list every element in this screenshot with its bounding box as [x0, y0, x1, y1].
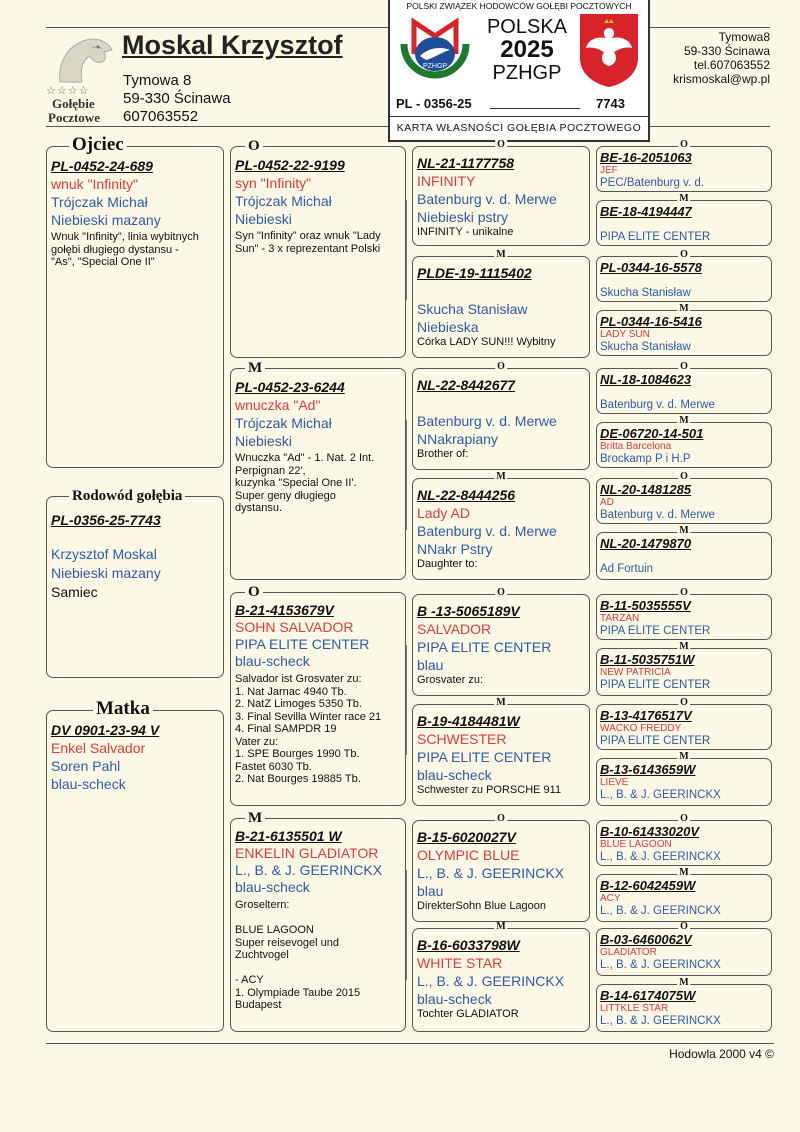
gen3-8-ring: B-16-6033798W [417, 937, 520, 953]
gen4-box-11 [596, 697, 772, 750]
gen3-7-tag: O [497, 813, 505, 824]
gen4-12-breeder: L., B. & J. GEERINCKX [600, 789, 721, 801]
gen4-10-name: NEW PATRICIA [600, 667, 671, 678]
gen4-5-name [600, 387, 769, 398]
gen4-9-tag: O [680, 587, 688, 598]
footer-text: Hodowla 2000 v4 © [669, 1047, 774, 1061]
connector-2 [406, 420, 407, 530]
gen2-3-breeder: PIPA ELITE CENTER [235, 636, 370, 652]
gen3-2-color: Niebieska [417, 319, 479, 335]
gen4-box-9 [596, 587, 772, 640]
gen4-16-name: LITTKLE STAR [600, 1003, 669, 1014]
gen2-4-tag: M [245, 810, 265, 826]
gen4-11-name: WACKO FREDDY [600, 723, 682, 734]
subject-ring: PL-0356-25-7743 [51, 512, 161, 528]
gen2-4-breeder: L., B. & J. GEERINCKX [235, 862, 383, 878]
gen4-11-tag: O [680, 697, 688, 708]
gen4-7-tag: O [680, 471, 688, 482]
gen3-3-breeder: Batenburg v. d. Merwe [417, 413, 557, 429]
logo [46, 34, 116, 124]
gen2-3-ring: B-21-4153679V [235, 602, 334, 618]
gen4-14-ring: B-12-6042459W [600, 878, 696, 893]
gen3-1-color: Niebieski pstry [417, 209, 509, 225]
gen4-box-12 [596, 751, 772, 806]
gen4-3-tag: O [680, 249, 688, 260]
mother-ring: DV 0901-23-94 V [51, 722, 160, 738]
gen4-5-tag: O [680, 361, 688, 372]
mother-name: Enkel Salvador [51, 740, 146, 756]
gen4-7-breeder: Batenburg v. d. Merwe [600, 509, 715, 521]
father-breeder: Trójczak Michał [51, 194, 148, 210]
gen4-8-ring: NL-20-1479870 [600, 536, 692, 551]
gen2-2-breeder: Trójczak Michał [235, 415, 332, 431]
logo-text-1: Gołębie [52, 96, 95, 111]
gen3-3-tag: O [497, 361, 505, 372]
gen4-14-name: ACY [600, 893, 621, 904]
gen3-3-note: Brother of: [417, 448, 469, 460]
gen3-4-name: Lady AD [417, 505, 470, 521]
owner-address-1: Tymowa 8 [123, 72, 192, 89]
gen3-5-ring: B -13-5065189V [417, 603, 520, 619]
gen4-box-14 [596, 867, 772, 922]
logo-stars: ☆☆☆☆ [46, 85, 90, 97]
card-country: POLSKA [486, 16, 568, 38]
gen4-10-breeder: PIPA ELITE CENTER [600, 679, 711, 691]
card-ring-line [490, 108, 580, 109]
card-ring-number: 7743 [596, 96, 625, 111]
logo-text-2: Pocztowe [48, 110, 100, 125]
gen3-6-name: SCHWESTER [417, 731, 507, 747]
gen3-7-name: OLYMPIC BLUE [417, 847, 520, 863]
gen2-3-note: Salvador ist Grosvater zu: 1. Nat Jarnac 4940 Tb. 2. NatZ Limoges 5350 Tb. 3. Final Sevilla Winter race 21 4. Final SAMPDR 19 Vater zu: 1. SPE Bourges 1990 Tb. Fastet 6030 Tb. 2. Nat Bourges 19885 Tb. [235, 673, 382, 785]
gen4-2-breeder: PIPA ELITE CENTER [600, 231, 711, 243]
subject-sex: Samiec [51, 584, 98, 600]
gen4-15-name: GLADIATOR [600, 947, 657, 958]
gen4-3-name [600, 275, 769, 286]
gen2-3-color: blau-scheck [235, 653, 310, 669]
gen2-3-name: SOHN SALVADOR [235, 619, 354, 635]
father-note: Wnuk "Infinity", linia wybitnych gołębi długiego dystansu - "As", "Special One II" [51, 231, 199, 268]
gen4-5-ring: NL-18-1084623 [600, 372, 692, 387]
gen3-4-breeder: Batenburg v. d. Merwe [417, 523, 557, 539]
gen4-14-breeder: L., B. & J. GEERINCKX [600, 905, 721, 917]
gen2-2-note: Wnuczka "Ad" - 1. Nat. 2 Int. Perpignan 22', kuzynka "Special One II'. Super geny długiego dystansu. [235, 452, 375, 514]
mother-box [46, 698, 224, 1032]
gen3-2-note: Córka LADY SUN!!! Wybitny [417, 336, 556, 348]
gen3-7-color: blau [417, 883, 444, 899]
gen4-box-1 [596, 139, 772, 192]
gen3-4-tag: M [496, 471, 506, 482]
subject-color: Niebieski mazany [51, 565, 161, 581]
gen4-16-tag: M [679, 977, 689, 988]
gen3-8-breeder: L., B. & J. GEERINCKX [417, 973, 565, 989]
gen4-8-name [600, 551, 769, 562]
gen3-6-tag: M [496, 697, 506, 708]
gen2-1-ring: PL-0452-22-9199 [235, 157, 345, 173]
footer-rule [46, 1043, 774, 1044]
gen4-9-name: TARZAN [600, 613, 640, 624]
gen3-5-color: blau [417, 657, 444, 673]
gen4-4-ring: PL-0344-16-5416 [600, 314, 702, 329]
gen4-11-ring: B-13-4176517V [600, 708, 692, 723]
gen4-15-breeder: L., B. & J. GEERINCKX [600, 959, 721, 971]
gen4-14-tag: M [679, 867, 689, 878]
gen2-box-1 [230, 138, 406, 358]
father-name: wnuk "Infinity" [51, 176, 138, 192]
gen4-9-ring: B-11-5035555V [600, 598, 691, 613]
gen2-4-name: ENKELIN GLADIATOR [235, 845, 379, 861]
gen3-5-note: Grosvater zu: [417, 674, 484, 686]
gen3-4-note: Daughter to: [417, 558, 478, 570]
gen3-6-note: Schwester zu PORSCHE 911 [417, 784, 562, 796]
gen4-7-name: AD [600, 497, 614, 508]
card-separator [390, 116, 648, 117]
gen4-2-ring: BE-18-4194447 [600, 204, 692, 219]
gen3-8-note: Tochter GLADIATOR [417, 1008, 519, 1020]
gen4-box-16 [596, 977, 772, 1032]
gen4-16-ring: B-14-6174075W [600, 988, 696, 1003]
gen3-1-note: INFINITY - unikalne [417, 226, 514, 238]
subject-breeder: Krzysztof Moskal [51, 546, 157, 562]
connector-4 [406, 870, 407, 980]
owner-phone: 607063552 [123, 108, 199, 125]
connector-1 [406, 200, 407, 300]
gen4-10-tag: M [679, 641, 689, 652]
connector-3 [406, 645, 407, 755]
father-color: Niebieski mazany [51, 212, 161, 228]
gen4-13-ring: B-10-61433020V [600, 824, 700, 839]
gen3-5-tag: O [497, 587, 505, 598]
gen4-3-breeder: Skucha Stanisław [600, 287, 691, 299]
gen4-box-7 [596, 471, 772, 524]
gen3-box-1 [412, 139, 590, 246]
gen4-15-tag: O [680, 921, 688, 932]
gen2-1-breeder: Trójczak Michał [235, 193, 332, 209]
gen4-1-breeder: PEC/Batenburg v. d. [600, 177, 704, 189]
gen4-1-name: JEF [600, 165, 618, 176]
gen2-2-tag: M [245, 360, 265, 376]
gen4-box-5 [596, 361, 772, 414]
mother-color: blau-scheck [51, 776, 126, 792]
gen4-6-breeder: Brockamp P i H.P [600, 453, 691, 465]
father-ring: PL-0452-24-689 [51, 158, 153, 174]
mother-breeder: Soren Pahl [51, 758, 121, 774]
card-year: 2025 [500, 36, 554, 63]
card-top-text: POLSKI ZWIĄZEK HODOWCÓW GOŁĘBI POCZTOWYCH [406, 1, 632, 11]
gen4-12-name: LIEVE [600, 777, 629, 788]
gen4-box-2 [596, 193, 772, 246]
ownership-card [388, 0, 650, 142]
gen4-2-name [600, 219, 769, 230]
gen4-1-ring: BE-16-2051063 [600, 150, 692, 165]
gen2-4-ring: B-21-6135501 W [235, 828, 342, 844]
subject-box [46, 488, 224, 678]
gen3-2-breeder: Skucha Stanisław [417, 301, 528, 317]
gen3-1-breeder: Batenburg v. d. Merwe [417, 191, 557, 207]
owner-address-2: 59-330 Ścinawa [123, 90, 231, 107]
gen4-box-3 [596, 249, 772, 302]
gen4-13-tag: O [680, 813, 688, 824]
contact-line-4: krismoskal@wp.pl [673, 72, 770, 86]
gen3-2-ring: PLDE-19-1115402 [417, 265, 532, 281]
card-org: PZHGP [492, 62, 562, 84]
gen3-5-name: SALVADOR [417, 621, 492, 637]
gen2-4-note: Groseltern: BLUE LAGOON Super reisevogel und Zuchtvogel - ACY 1. Olympiade Taube 2015 Budapest [235, 899, 361, 1011]
gen4-13-name: BLUE LAGOON [600, 839, 672, 850]
contact-line-2: 59-330 Ścinawa [683, 44, 770, 58]
gen3-1-ring: NL-21-1177758 [417, 155, 515, 171]
pedigree-label: Rodowód gołębia [69, 488, 185, 504]
gen3-3-name [417, 394, 586, 412]
gen4-5-breeder: Batenburg v. d. Merwe [600, 399, 715, 411]
gen3-8-tag: M [496, 921, 506, 932]
gen3-box-8 [412, 921, 590, 1032]
gen4-box-4 [596, 303, 772, 356]
gen3-3-color: NNakrapiany [417, 431, 498, 447]
badge-text: PZHGP [422, 63, 448, 70]
gen3-4-color: NNakr Pstry [417, 541, 493, 557]
gen4-6-name: Britta Barcelona [600, 441, 672, 452]
gen3-box-2 [412, 249, 590, 358]
gen2-2-color: Niebieski [235, 433, 292, 449]
gen4-2-tag: M [679, 193, 689, 204]
card-bottom-text: KARTA WŁASNOŚCI GOŁĘBIA POCZTOWEGO [396, 122, 642, 134]
gen4-9-breeder: PIPA ELITE CENTER [600, 625, 711, 637]
gen4-6-tag: M [679, 415, 689, 426]
gen4-box-8 [596, 525, 772, 580]
card-ring-prefix: PL - 0356-25 [396, 96, 472, 111]
gen4-13-breeder: L., B. & J. GEERINCKX [600, 851, 721, 863]
gen3-6-breeder: PIPA ELITE CENTER [417, 749, 552, 765]
gen2-4-color: blau-scheck [235, 879, 310, 895]
gen3-1-tag: O [497, 139, 505, 150]
gen3-box-4 [412, 471, 590, 580]
gen3-3-ring: NL-22-8442677 [417, 377, 516, 393]
gen4-4-tag: M [679, 303, 689, 314]
gen3-4-ring: NL-22-8444256 [417, 487, 516, 503]
gen4-6-ring: DE-06720-14-501 [600, 426, 704, 441]
gen4-box-13 [596, 813, 772, 866]
gen2-box-3 [230, 584, 406, 806]
gen4-12-tag: M [679, 751, 689, 762]
gen4-12-ring: B-13-6143659W [600, 762, 696, 777]
gen3-7-note: DirekterSohn Blue Lagoon [417, 900, 547, 912]
gen4-16-breeder: L., B. & J. GEERINCKX [600, 1015, 721, 1027]
gen3-5-breeder: PIPA ELITE CENTER [417, 639, 552, 655]
gen4-4-name: LADY SUN [600, 329, 650, 340]
mother-label: Matka [93, 699, 153, 719]
gen4-7-ring: NL-20-1481285 [600, 482, 692, 497]
contact-line-1: Tymowa8 [718, 30, 770, 44]
gen4-4-breeder: Skucha Stanisław [600, 341, 691, 353]
gen4-3-ring: PL-0344-16-5578 [600, 260, 702, 275]
gen3-box-6 [412, 697, 590, 806]
gen2-1-name: syn "Infinity" [235, 175, 312, 191]
pzhgp-badge-icon [398, 14, 472, 90]
gen3-1-name: INFINITY [417, 173, 476, 189]
gen3-8-color: blau-scheck [417, 991, 492, 1007]
gen2-3-tag: O [245, 584, 263, 600]
contact-right [673, 30, 770, 86]
father-label: Ojciec [69, 135, 127, 155]
gen3-6-color: blau-scheck [417, 767, 492, 783]
gen2-box-4 [230, 810, 406, 1032]
gen2-1-note: Syn "Infinity" oraz wnuk "Lady Sun" - 3 x reprezentant Polski [235, 230, 381, 255]
gen4-box-6 [596, 415, 772, 468]
gen4-box-10 [596, 641, 772, 696]
gen4-10-ring: B-11-5035751W [600, 652, 695, 667]
eagle-logo-icon [52, 34, 114, 86]
gen3-2-name [417, 282, 586, 300]
contact-line-3: tel.607063552 [693, 58, 770, 72]
gen3-7-ring: B-15-6020027V [417, 829, 516, 845]
gen3-2-tag: M [496, 249, 506, 260]
gen3-8-name: WHITE STAR [417, 955, 503, 971]
father-box [46, 134, 224, 468]
gen2-1-tag: O [245, 138, 263, 154]
gen3-7-breeder: L., B. & J. GEERINCKX [417, 865, 565, 881]
gen4-box-15 [596, 921, 772, 976]
gen2-box-2 [230, 360, 406, 580]
gen2-2-name: wnuczka "Ad" [235, 397, 321, 413]
gen2-2-ring: PL-0452-23-6244 [235, 379, 345, 395]
gen4-8-breeder: Ad Fortuin [600, 563, 654, 575]
gen3-box-7 [412, 813, 590, 922]
polish-eagle-icon [578, 12, 640, 88]
gen3-box-3 [412, 361, 590, 470]
gen3-box-5 [412, 587, 590, 696]
gen3-6-ring: B-19-4184481W [417, 713, 520, 729]
gen2-1-color: Niebieski [235, 211, 292, 227]
gen4-1-tag: O [680, 139, 688, 150]
gen4-8-tag: M [679, 525, 689, 536]
owner-name: Moskal Krzysztof [122, 30, 343, 60]
gen4-11-breeder: PIPA ELITE CENTER [600, 735, 711, 747]
gen4-15-ring: B-03-6460062V [600, 932, 692, 947]
